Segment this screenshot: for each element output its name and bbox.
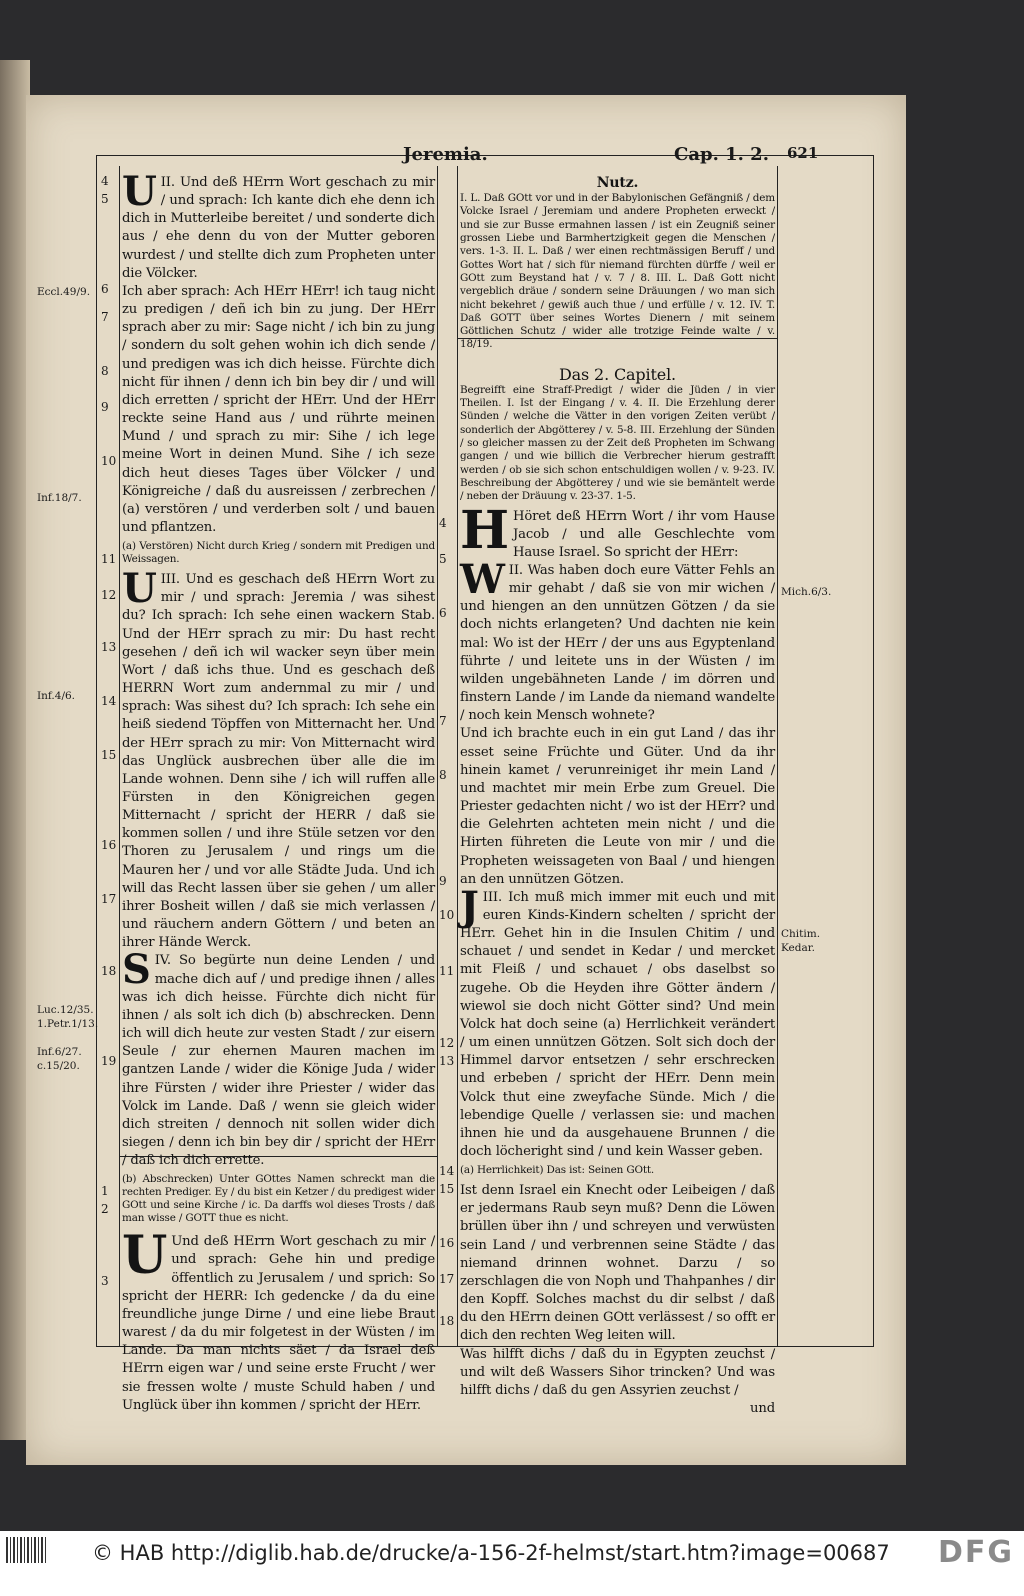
paragraph: UII. Und deß HErrn Wort geschach zu mir / und sprach: Ich kante dich ehe denn ich dich in Mutterleibe bereitet / und sonderte dich aus / ehe denn du von der Mutter geboren wurdest / und stellte dich zum Propheten unter die Völcker. [122,168,435,281]
cross-reference: Eccl.49/9. [37,286,91,298]
verse-number: 7 [101,310,109,324]
verse-number: 17 [101,892,117,906]
left-text-column [122,168,435,1415]
verse-number: 12 [439,1036,455,1050]
verse-number: 14 [439,1164,455,1178]
verse-number: 4 [101,174,109,188]
chapter-summary: Begreifft eine Straff-Predigt / wider die Jüden / in vier Theilen. I. Ist der Eingang / v. 4. II. Die Erzehlung derer Sünden / welche die Vätter in den vorigen Zeiten verübt / sonderlich der Abgötterey / v. 5-8. III. Erzehlung der Sünden / so gleicher massen zu der Zeit deß Propheten im Schwang gangen / und wie billich die Verbrecher hierum gestrafft werden / ob sie sich schon entschuldigen wollen / v. 9-23. IV. Beschreibung der Abgötterey / und wie sie bemäntelt werde / neben der Dräuung v. 23-37. 1-5. [460,383,775,503]
verse-number: 18 [439,1314,455,1328]
cross-reference: Chitim. [781,928,821,940]
verse-number: 2 [101,1202,109,1216]
verse-number: 1 [101,1184,109,1198]
paragraph: WII. Was haben doch eure Vätter Fehls an mir gehabt / daß sie von mir wichen / und hiengen an den unnützen Götzen / da sie doch nichts erlangeten? Und dachten nie kein mal: Wo ist der HErr / der uns aus Egyptenland führte / und leitete uns in der Wüsten / im wilden ungebähneten Lande / im dörren und finstern Lande / im Lande da niemand wandelte / noch kein Mensch wohnete? [460,556,775,724]
right-column-rule [777,166,778,1346]
footnote: (a) Verstören) Nicht durch Krieg / sondern mit Predigen und Weissagen. [122,540,435,566]
nutz-text: I. L. Daß GOtt vor und in der Babylonischen Gefängniß / dem Volcke Israel / Jeremiam und andere Propheten erweckt / und sie zur Busse ermahnen lassen / ist ein Zeugniß seiner grossen Liebe und Barmhertzigkeit gegen die Menschen / vers. 1-3. II. L. Daß / wer einen rechtmässigen Beruff / und Gottes Wort hat / sich für niemand fürchten dürffe / weil er GOtt zum Beystand hat / v. 7 / 8. III. L. Daß Gott nicht vergeblich dräue / sondern seine Dräuungen / wo man sich nicht bekehret / gewiß auch thue / und erfülle / v. 12. IV. T. Daß GOTT über seines Wortes Dienern / mit seinem Göttlichen Schutz / wider alle trotzige Feinde walte / v. 18/19. [460,192,775,351]
verse-number: 5 [439,552,447,566]
running-head [97,144,873,168]
verse-number: 7 [439,714,447,728]
paragraph: Ich aber sprach: Ach HErr HErr! ich taug nicht zu predigen / deñ ich bin zu jung. Der HErr sprach aber zu mir: Sage nicht / ich bin zu jung / sondern du solt gehen wohin ich dich sende / und predigen was ich dich heisse. Fürchte dich nicht für ihnen / denn ich bin bey dir / und will dich erretten / spricht der HErr. Und der HErr reckte seine Hand aus / und rührte meinen Mund / und sprach zu mir: Sihe / ich lege meine Wort in deinen Mund. Sihe / ich seze dich heut dieses Tages über Völcker / und Königreiche / daß du ausreissen / zerbrechen / (a) verstören / und verderben solt / und bauen und pflantzen. [122,283,435,535]
middle-rule-left [437,166,438,1346]
middle-rule-right [457,166,458,1346]
chapter-heading: Das 2. Capitel. [558,364,676,384]
nutz-heading: Nutz. [596,175,639,191]
cross-reference: Luc.12/35. [37,1004,94,1016]
verse-number: 10 [439,908,455,922]
cross-reference: c.15/20. [37,1060,80,1072]
verse-number: 15 [101,748,117,762]
verse-number: 10 [101,454,117,468]
cross-reference: Inf.18/7. [37,492,82,504]
verse-number: 17 [439,1272,455,1286]
footnote: (b) Abschrecken) Unter GOttes Namen schreckt man die rechten Prediger. Ey / du bist ein Ketzer / du predigest wider GOtt und seine Kirche / ic. Da darffs wol dieses Trosts / daß man wisse / GOTT thue es nicht. [122,1173,435,1225]
verse-number: 6 [439,606,447,620]
verse-number: 13 [101,640,117,654]
right-text-column [460,174,775,1418]
verse-number: 15 [439,1182,455,1196]
left-number-rule [119,166,120,1346]
paragraph: H Höret deß HErrn Wort / ihr vom Hause Jacob / und alle Geschlechte vom Hause Israel. So spricht der HErr: [460,499,775,561]
book-page [26,95,906,1465]
cross-reference: 1.Petr.1/13. [37,1018,99,1030]
verse-number: 9 [101,400,109,414]
dfg-logo: DFG [937,1535,1014,1570]
verse-number: 8 [439,768,447,782]
copyright-link[interactable]: © HAB http://diglib.hab.de/drucke/a-156-2f-helmst/start.htm?image=00687 [92,1541,890,1565]
footer-bar [0,1531,1024,1596]
paragraph: SIV. So begürte nun deine Lenden / und mache dich auf / und predige ihnen / alles was ich dich heisse. Fürchte dich nicht für ihnen / als solt ich dich (b) abschrecken. Denn ich will dich heute zur vesten Stadt / zur eisern Seule / zur ehernen Mauren machen im gantzen Lande / wider die Könige Juda / wider ihre Fürsten / wider ihre Priester / wider das Volck im Lande. Daß / wenn sie gleich wider dich streiten / dennoch nit sollen wider dich siegen / denn ich bin bey dir / spricht der HErr / daß ich dich errette. [122,946,435,1169]
paragraph: Was hilfft dichs / daß du in Egypten zeuchst / und wilt deß Wassers Sihor trincken? Und was hilfft dichs / daß du gen Assyrien zeuchst / [460,1346,775,1398]
left-verse-numbers [101,174,119,1344]
verse-number: 19 [101,1054,117,1068]
cross-reference: Mich.6/3. [781,586,832,598]
paragraph: UIII. Und es geschach deß HErrn Wort zu mir / und sprach: Jeremia / was sihest du? Ich sprach: Ich sehe einen wackern Stab. Und der HErr sprach zu mir: Du hast recht gesehen / deñ ich wil wacker seyn über mein Wort / daß ichs thue. Und es geschach deß HERRN Wort zum andernmal zu mir / und sprach: Was sihest du? Ich sprach: Ich sehe ein heiß siedend Töpffen von Mitternacht her. Und der HErr sprach zu mir: Von Mitternacht wird das Unglück ausbrechen über alle die im Lande wohnen. Denn sihe / ich will ruffen alle Fürsten in den Königreichen gegen Mitternacht / spricht der HERR / daß sie kommen sollen / und ihre Stüle setzen vor den Thoren zu Jerusalem / und rings um die Mauren her / und vor alle Städte Juda. Und ich will das Recht lassen über sie gehen / um aller ihrer Bosheit willen / daß sie mich verlassen / und räuchern andern Göttern / und beten an ihrer Hände Werck. [122,565,435,951]
cross-reference: Inf.6/27. [37,1046,82,1058]
barcode-icon [6,1537,46,1563]
verse-number: 8 [101,364,109,378]
page-number: 621 [787,144,819,162]
verse-number: 6 [101,282,109,296]
catchword: und [750,1401,775,1417]
right-margin-references [781,174,841,1344]
paragraph: Und ich brachte euch in ein gut Land / das ihr esset seine Früchte und Güter. Und da ihr hinein kamet / verunreiniget ihr mein Land / und machtet mir mein Erbe zum Greuel. Die Priester gedachten nicht / wo ist der HErr? und die Gelehrten achteten mein nicht / und die Hirten führeten die Leute von mir / und die Propheten weissageten von Baal / und hiengen an den unnützen Götzen. [460,726,775,887]
verse-number: 9 [439,874,447,888]
verse-number: 4 [439,516,447,530]
left-margin-references [37,174,99,1344]
chapter-label: Cap. 1. 2. [674,144,769,165]
verse-number: 16 [439,1236,455,1250]
page-frame [37,144,874,1417]
right-verse-numbers [439,174,457,1344]
verse-number: 14 [101,694,117,708]
page-title: Jeremia. [403,144,488,165]
verse-number: 11 [439,964,455,978]
verse-number: 16 [101,838,117,852]
verse-number: 18 [101,964,117,978]
verse-number: 13 [439,1054,455,1068]
verse-number: 11 [101,552,117,566]
footnote: (a) Herrlichkeit) Das ist: Seinen GOtt. [460,1164,655,1177]
verse-number: 3 [101,1274,109,1288]
verse-number: 5 [101,192,109,206]
paragraph: JIII. Ich muß mich immer mit euch und mit euren Kinds-Kindern schelten / spricht der HErr. Gehet hin in die Insulen Chitim / und schauet / und sendet in Kedar / und mercket mit Fleiß / und schauet / obs daselbst so zugehe. Ob die Heyden ihre Götter ändern / wiewol sie doch nicht Götter sind? Und mein Volck hat doch seine (a) Herrlichkeit verändert / um einen unnützen Götzen. Solt sich doch der Himmel darvor entsetzen / sehr erschrecken und erbeben / spricht der HErr. Denn mein Volck thut eine zweyfache Sünde. Mich / die lebendige Quelle / verlassen sie: und machen ihnen hie und da ausgehauene Brunnen / die doch löcheright sind / und kein Wasser geben. [460,882,775,1160]
cross-reference: Kedar. [781,942,815,954]
verse-number: 12 [101,588,117,602]
cross-reference: Inf.4/6. [37,690,75,702]
paragraph: Ist denn Israel ein Knecht oder Leibeigen / daß er jedermans Raub seyn muß? Denn die Löwen brüllen über ihn / und schreyen und verwüsten sein Land / und verbrennen seine Städte / das niemand drinnen wohnet. Darzu / so zerschlagen die von Noph und Thahpanhes / dir den Kopff. Solches machst du dir selbst / daß du den HErrn deinen GOtt verlässest / so offt er dich den rechten Weg leiten will. [460,1183,775,1344]
paragraph: U Und deß HErrn Wort geschach zu mir / und sprach: Gehe hin und predige öffentlich zu Jerusalem / und sprich: So spricht der HERR: Ich gedencke / da du eine freundliche junge Dirne / und eine liebe Braut warest / da du mir folgetest in der Wüsten / im Lande. Da man nichts säet / da Israel deß HErrn eigen war / und seine erste Frucht / wer sie fressen wolte / muste Schuld haben / und Unglück über ihn kommen / spricht der HErr. [122,1225,435,1413]
